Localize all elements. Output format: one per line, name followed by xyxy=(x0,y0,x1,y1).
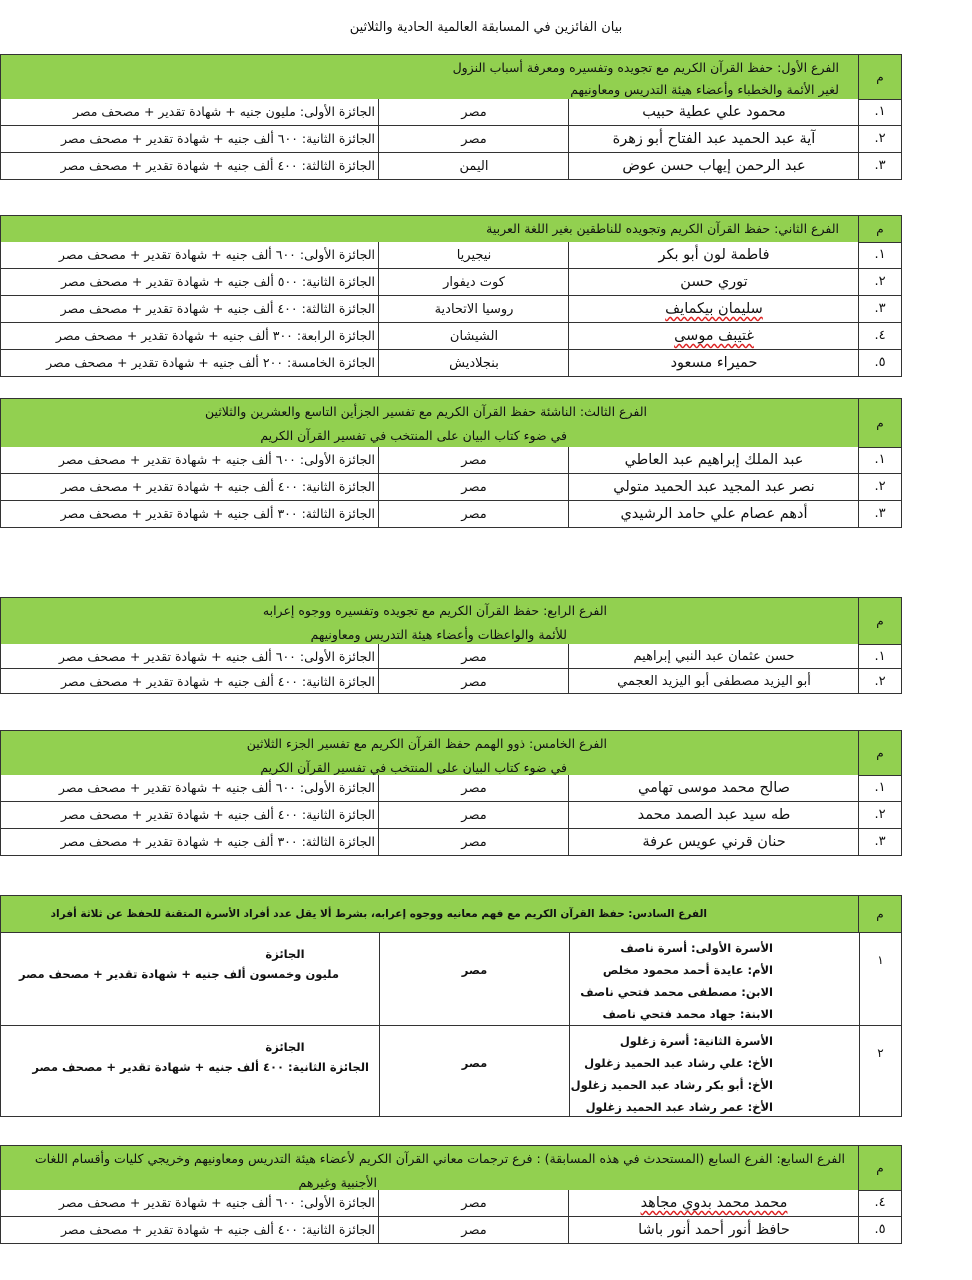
winner-country: مصر xyxy=(378,501,569,527)
winner-prize: الجائزة الرابعة: ٣٠٠ ألف جنيه + شهادة تقدير + مصحف مصر xyxy=(55,328,375,343)
winner-country: مصر xyxy=(378,99,569,125)
winner-name: آية عبد الحميد عبد الفتاح أبو زهرة xyxy=(568,126,859,152)
winner-prize: الجائزة الثانية: ٤٠٠ ألف جنيه + شهادة تقدير + مصحف مصر xyxy=(60,1222,375,1237)
winner-prize: الجائزة الثانية: ٥٠٠ ألف جنيه + شهادة تقدير + مصحف مصر xyxy=(60,274,375,289)
table-row xyxy=(0,802,902,829)
winner-country: مصر xyxy=(378,775,569,801)
family-member: الابنة: جهاد محمد فتحي ناصف xyxy=(602,1007,773,1021)
winner-country: مصر xyxy=(378,802,569,828)
family-member: الأسرة الثانية: أسرة زغلول xyxy=(619,1034,773,1048)
row-number: ١. xyxy=(858,644,901,668)
section-2 xyxy=(0,215,902,377)
family-country: مصر xyxy=(379,1026,569,1116)
winner-prize: الجائزة الثالثة: ٣٠٠ ألف جنيه + شهادة تقدير + مصحف مصر xyxy=(60,506,375,521)
section-6 xyxy=(0,895,902,1117)
winner-name: نصر عبد المجيد عبد الحميد متولي xyxy=(568,474,859,500)
m-column-header: م xyxy=(858,597,902,645)
m-column-header: م xyxy=(858,730,902,776)
m-column-header: م xyxy=(858,895,902,933)
family-member: الأخ: علي رشاد عبد الحميد زغلول xyxy=(584,1056,773,1070)
page-title: بيان الفائزين في المسابقة العالمية الحادية والثلاثين xyxy=(349,20,623,35)
winner-country: نيجيريا xyxy=(378,242,569,268)
winner-name: أدهم عصام علي حامد الرشيدي xyxy=(568,501,859,527)
family-row xyxy=(0,1026,902,1117)
winner-country: مصر xyxy=(378,126,569,152)
section-title-line-1: الفرع السابع: الفرع السابع (المستحدث في هذه المسابقة) : فرع ترجمات معاني القرآن الكريم لأعضاء هيئة التدريس ومعاونيهم وخريجي كليات وأقسام اللغات xyxy=(34,1151,845,1166)
winner-country: مصر xyxy=(378,1190,569,1216)
winner-name: حافظ أنور أحمد أنور باشا xyxy=(568,1217,859,1243)
section-title-line-1: الفرع الخامس: ذوو الهمم حفظ القرآن الكريم مع تفسير الجزء الثلاثين xyxy=(246,736,607,751)
winner-country: مصر xyxy=(378,829,569,855)
section-title-line-1: الفرع الثالث: الناشئة حفظ القرآن الكريم مع تفسير الجزأين التاسع والعشرين والثلاثين xyxy=(205,404,647,419)
family-country: مصر xyxy=(379,933,569,1025)
family-members xyxy=(569,1026,859,1116)
table-row xyxy=(0,323,902,350)
row-number: ٣. xyxy=(858,296,901,322)
winner-prize: الجائزة الأولى: ٦٠٠ ألف جنيه + شهادة تقدير + مصحف مصر xyxy=(58,247,375,262)
row-number: ٣. xyxy=(858,829,901,855)
row-number: ٤. xyxy=(858,323,901,349)
family-members xyxy=(569,933,859,1025)
winner-prize: الجائزة الثالثة: ٤٠٠ ألف جنيه + شهادة تقدير + مصحف مصر xyxy=(60,301,375,316)
table-row xyxy=(0,242,902,269)
table-row xyxy=(0,350,902,377)
winner-name: صالح محمد موسى تهامي xyxy=(568,775,859,801)
table-row xyxy=(0,1190,902,1217)
prize-value: الجائزة الثانية: ٤٠٠ ألف جنيه + شهادة تقدير + مصحف مصر xyxy=(32,1060,369,1074)
winner-prize: الجائزة الأولى: ٦٠٠ ألف جنيه + شهادة تقدير + مصحف مصر xyxy=(58,780,375,795)
row-number: ٢. xyxy=(858,802,901,828)
section-1 xyxy=(0,54,902,180)
section-title-line-1: الفرع الأول: حفظ القرآن الكريم مع تجويده وتفسيره ومعرفة أسباب النزول xyxy=(452,60,839,75)
row-number: ١. xyxy=(858,447,901,473)
winner-name: محمود علي عطية حبيب xyxy=(568,99,859,125)
winner-country: روسيا الاتحادية xyxy=(378,296,569,322)
winner-name: حميراء مسعود xyxy=(568,350,859,376)
m-column-header: م xyxy=(858,54,902,100)
row-number: ٥. xyxy=(858,350,901,376)
table-row xyxy=(0,775,902,802)
row-number: ١. xyxy=(858,99,901,125)
table-row xyxy=(0,126,902,153)
row-number: ٢. xyxy=(858,669,901,693)
section-header xyxy=(0,730,902,775)
row-number: ٤. xyxy=(858,1190,901,1216)
table-row xyxy=(0,669,902,694)
row-number: ١. xyxy=(858,775,901,801)
winner-country: مصر xyxy=(378,474,569,500)
family-member: الابن: مصطفى محمد فتحي ناصف xyxy=(580,985,773,999)
winner-name: فاطمة لون أبو بكر xyxy=(568,242,859,268)
family-member: الأخ: عمر رشاد عبد الحميد زغلول xyxy=(585,1100,773,1114)
winner-name: محمد محمد بدوي مجاهد xyxy=(568,1190,859,1216)
table-row xyxy=(0,447,902,474)
winner-prize: الجائزة الثالثة: ٤٠٠ ألف جنيه + شهادة تقدير + مصحف مصر xyxy=(60,158,375,173)
section-title-line-2: في ضوء كتاب البيان على المنتخب في تفسير القرآن الكريم xyxy=(260,428,567,443)
winner-prize: الجائزة الثانية: ٤٠٠ ألف جنيه + شهادة تقدير + مصحف مصر xyxy=(60,479,375,494)
table-row xyxy=(0,269,902,296)
winner-name: حسن عثمان عبد النبي إبراهيم xyxy=(568,644,859,668)
m-column-header: م xyxy=(858,398,902,448)
winner-name: أبو اليزيد مصطفى أبو اليزيد العجمي xyxy=(568,669,859,693)
winner-country: بنجلاديش xyxy=(378,350,569,376)
row-number: ١. xyxy=(858,242,901,268)
section-header xyxy=(0,597,902,644)
family-row xyxy=(0,932,902,1026)
table-row xyxy=(0,829,902,856)
winner-country: كوت ديفوار xyxy=(378,269,569,295)
table-row xyxy=(0,644,902,669)
section-title-line-2: في ضوء كتاب البيان على المنتخب في تفسير القرآن الكريم xyxy=(260,760,567,775)
section-header xyxy=(0,1145,902,1190)
section-header xyxy=(0,54,902,99)
winner-country: مصر xyxy=(378,1217,569,1243)
winner-country: الشيشان xyxy=(378,323,569,349)
section-5 xyxy=(0,730,902,856)
winner-name: توري حسن xyxy=(568,269,859,295)
winner-name: غتيبف موسى xyxy=(568,323,859,349)
winner-country: مصر xyxy=(378,644,569,668)
section-4 xyxy=(0,597,902,694)
row-number: ٢ xyxy=(859,1026,901,1116)
winner-prize: الجائزة الأولى: ٦٠٠ ألف جنيه + شهادة تقدير + مصحف مصر xyxy=(58,1195,375,1210)
row-number: ٢. xyxy=(858,126,901,152)
winner-prize: الجائزة الثانية: ٦٠٠ ألف جنيه + شهادة تقدير + مصحف مصر xyxy=(60,131,375,146)
winner-name: سليمان بيكمايف xyxy=(568,296,859,322)
winner-country: اليمن xyxy=(378,153,569,179)
m-column-header: م xyxy=(858,215,902,243)
prize-label: الجائزة xyxy=(265,947,305,961)
row-number: ٣. xyxy=(858,153,901,179)
section-title-line-2: للأئمة والواعظات وأعضاء هيئة التدريس ومعاونيهم xyxy=(310,627,567,642)
row-number: ١ xyxy=(859,933,901,1025)
family-member: الأسرة الأولى: أسرة ناصف xyxy=(620,941,773,955)
winner-prize: الجائزة الأولى: مليون جنيه + شهادة تقدير + مصحف مصر xyxy=(73,104,375,119)
section-header xyxy=(0,398,902,447)
table-row xyxy=(0,501,902,528)
winner-prize: الجائزة الأولى: ٦٠٠ ألف جنيه + شهادة تقدير + مصحف مصر xyxy=(58,452,375,467)
table-row xyxy=(0,474,902,501)
section-title-line-2: لغير الأئمة والخطباء وأعضاء هيئة التدريس ومعاونيهم xyxy=(570,82,839,97)
section-3 xyxy=(0,398,902,528)
row-number: ٢. xyxy=(858,474,901,500)
table-row xyxy=(0,296,902,323)
family-member: الأخ: أبو بكر رشاد عبد الحميد زغلول xyxy=(570,1078,773,1092)
winner-name: عبد الرحمن إيهاب حسن عوض xyxy=(568,153,859,179)
section-title-line-1: الفرع الثاني: حفظ القرآن الكريم وتجويده للناطقين بغير اللغة العربية xyxy=(486,221,839,236)
table-row xyxy=(0,153,902,180)
section-header xyxy=(0,215,902,242)
winner-prize: الجائزة الثالثة: ٣٠٠ ألف جنيه + شهادة تقدير + مصحف مصر xyxy=(60,834,375,849)
winner-name: حنان قرني عويس عرفة xyxy=(568,829,859,855)
row-number: ٢. xyxy=(858,269,901,295)
winner-prize: الجائزة الثانية: ٤٠٠ ألف جنيه + شهادة تقدير + مصحف مصر xyxy=(60,807,375,822)
prize-value: مليون وخمسون ألف جنيه + شهادة تقدير + مصحف مصر xyxy=(19,967,339,981)
table-row xyxy=(0,99,902,126)
family-prize xyxy=(1,1026,379,1116)
prize-label: الجائزة xyxy=(265,1040,305,1054)
section-title-line-2: الأجنبية وغيرهم xyxy=(298,1175,377,1190)
winner-name: طه سيد عبد الصمد محمد xyxy=(568,802,859,828)
winner-country: مصر xyxy=(378,447,569,473)
m-column-header: م xyxy=(858,1145,902,1191)
family-member: الأم: عايدة أحمد محمود مخلص xyxy=(602,963,773,977)
section-header xyxy=(0,895,902,932)
section-title-line-1: الفرع الرابع: حفظ القرآن الكريم مع تجويده وتفسيره ووجوه إعرابه xyxy=(262,603,607,618)
winner-prize: الجائزة الأولى: ٦٠٠ ألف جنيه + شهادة تقدير + مصحف مصر xyxy=(58,649,375,664)
winner-name: عبد الملك إبراهيم عبد العاطي xyxy=(568,447,859,473)
winner-prize: الجائزة الخامسة: ٢٠٠ ألف جنيه + شهادة تقدير + مصحف مصر xyxy=(46,355,375,370)
row-number: ٥. xyxy=(858,1217,901,1243)
family-prize xyxy=(1,933,379,1025)
section-7 xyxy=(0,1145,902,1244)
winner-prize: الجائزة الثانية: ٤٠٠ ألف جنيه + شهادة تقدير + مصحف مصر xyxy=(60,674,375,689)
section-title-line-1: الفرع السادس: حفظ القرآن الكريم مع فهم معانيه ووجوه إعرابه، بشرط ألا يقل عدد أفراد الأسرة المتقنة للحفظ عن ثلاثة أفراد xyxy=(50,908,707,920)
winner-country: مصر xyxy=(378,669,569,693)
row-number: ٣. xyxy=(858,501,901,527)
table-row xyxy=(0,1217,902,1244)
